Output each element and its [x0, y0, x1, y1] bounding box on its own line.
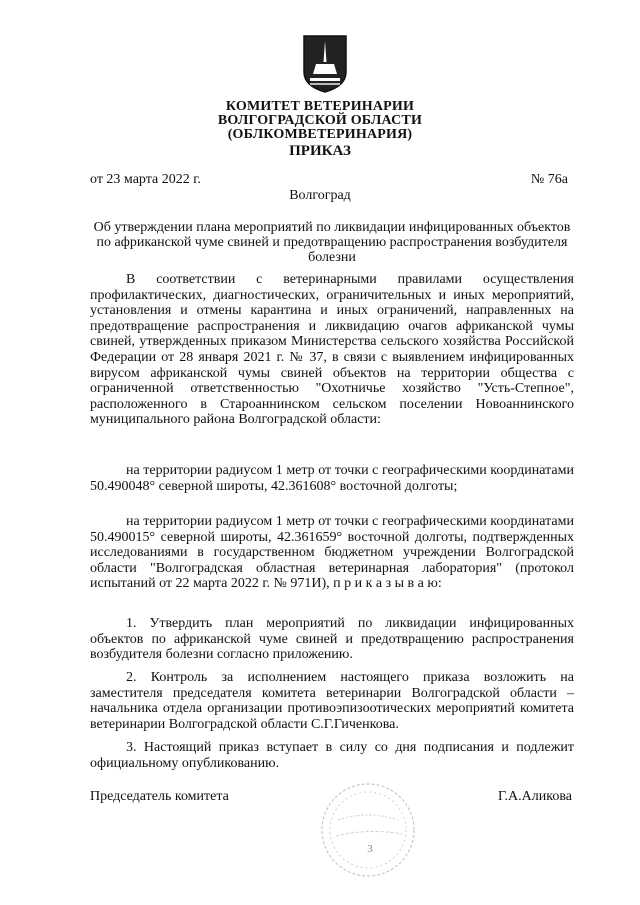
paragraph-territory-2 — [90, 514, 574, 592]
paragraph-text: 1. Утвердить план мероприятий по ликвидации инфицированных объектов по африканской чуме свиней и предотвращению распространения возбудителя болезни согласно приложению. — [90, 616, 574, 663]
stamp-number: 3 — [367, 843, 373, 855]
paragraph-text: 2. Контроль за исполнением настоящего приказа возложить на заместителя председателя комитета ветеринарии Волгоградской области – начальника отдела организации противоэпизоотических мероприятий комитета ветеринарии Волгоградской области С.Г.Гиченкова. — [90, 670, 574, 732]
coat-of-arms-icon — [302, 34, 348, 94]
document-date: от 23 марта 2022 г. — [90, 172, 201, 187]
paragraph-order-3 — [90, 740, 574, 771]
paragraph-order-2 — [90, 670, 574, 732]
paragraph-preamble — [90, 272, 574, 428]
paragraph-order-1 — [90, 616, 574, 663]
signature-position: Председатель комитета — [90, 789, 229, 804]
org-name-line-1: КОМИТЕТ ВЕТЕРИНАРИИ — [225, 99, 415, 114]
org-name-line-2: ВОЛГОГРАДСКОЙ ОБЛАСТИ — [217, 113, 423, 128]
paragraph-text: на территории радиусом 1 метр от точки с географическими координатами 50.490015° северной широты, 42.361659° восточной долготы, подтвержденных исследованиями в государственном бюджетном учреждении Волгоградской области "Волгоградская областная ветеринарная лаборатория" (протокол испытаний от 22 марта 2022 г. № 971И), п р и к а з ы в а ю: — [90, 514, 574, 592]
document-number: № 76а — [530, 172, 568, 187]
paragraph-text: В соответствии с ветеринарными правилами осуществления профилактических, диагностических, ограничительных и иных мероприятий, установления и отмены карантина и иных ограничений, направленных на предотвращение распространения и ликвидацию очагов африканской чумы свиней, утвержденных приказом Министерства сельского хозяйства Российской Федерации от 28 января 2021 г. № 37, в связи с выявлением инфицированных вирусом африканской чумы свиней объектов на территории общества с ограниченной ответственностью "Охотничье хозяйство "Усть-Степное", расположенного в Староаннинском сельском поселении Новоаннинского муниципального района Волгоградской области: — [90, 272, 574, 428]
official-stamp-icon — [314, 780, 422, 880]
paragraph-text: на территории радиусом 1 метр от точки с географическими координатами 50.490048° северной широты, 42.361608° восточной долготы; — [90, 463, 574, 494]
paragraph-territory-1 — [90, 463, 574, 494]
document-title: Об утверждении плана мероприятий по ликвидации инфицированных объектов по африканской чуме свиней и предотвращению распространения возбудителя болезни — [93, 220, 571, 265]
document-city: Волгоград — [289, 188, 351, 203]
paragraph-text: 3. Настоящий приказ вступает в силу со дня подписания и подлежит официальному опубликованию. — [90, 740, 574, 771]
document-type: ПРИКАЗ — [289, 143, 351, 159]
org-name-line-3: (ОБЛКОМВЕТЕРИНАРИЯ) — [227, 127, 413, 142]
signature-name: Г.А.Аликова — [498, 789, 572, 804]
